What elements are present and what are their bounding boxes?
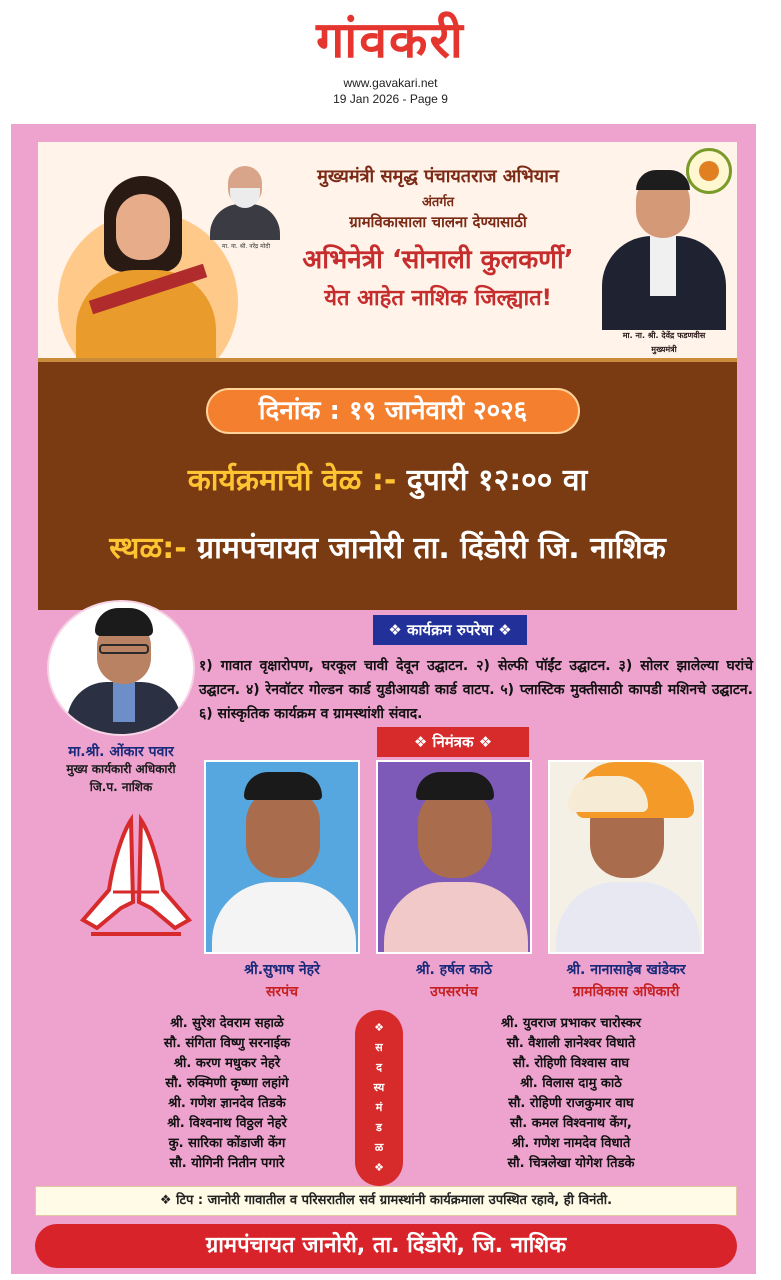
website-url: www.gavakari.net	[343, 76, 438, 90]
members-vertical-label	[355, 1010, 403, 1186]
event-info-box	[38, 358, 737, 610]
member-item: श्री. सुरेश देवराम सहाळे	[170, 1016, 284, 1031]
top-banner	[38, 142, 737, 358]
member-item: श्री. करण मधुकर नेहरे	[173, 1056, 281, 1071]
gramvikas-officer-name: श्री. नानासाहेब खांडेकर	[566, 962, 686, 978]
ceo-office: जि.प. नाशिक	[89, 780, 153, 794]
vertical-label-char: ड	[376, 1121, 382, 1134]
gramvikas-officer-turban-front	[568, 776, 648, 812]
actress-headline: अभिनेत्री ‘सोनाली कुलकर्णी’	[302, 245, 574, 275]
event-date: दिनांक : १९ जानेवारी २०२६	[206, 388, 580, 434]
event-time-value: दुपारी १२:०० वा	[406, 463, 588, 498]
ceo-name: मा.श्री. ओंकार पवार	[68, 744, 174, 760]
programme-text: १) गावात वृक्षारोपण, घरकूल चावी देवून उद्घाटन. २) सेल्फी पॉईंट उद्घाटन. ३) सोलर झालेल्या घरांचे उद्घाटन. ४) रेनवॉटर गोल्डन कार्ड युडीआयडी कार्ड वाटप. ५) प्लास्टिक मुक्तीसाठी कापडी मशिनचे उद्घाटन. ६) सांस्कृतिक कार्यक्रम व ग्रामस्थांशी संवाद.	[199, 658, 753, 722]
vertical-label-char: स्य	[373, 1081, 385, 1094]
vertical-label-char: द	[376, 1061, 382, 1074]
invitation-heading: ❖ निमंत्रक ❖	[377, 727, 529, 757]
programme-heading: ❖ कार्यक्रम रुपरेषा ❖	[373, 615, 527, 645]
member-item: सौ. रोहिणी राजकुमार वाघ	[508, 1096, 634, 1111]
member-item: श्री. गणेश ज्ञानदेव तिडके	[168, 1096, 286, 1111]
members-list-left	[107, 1014, 347, 1174]
ceo-photo	[47, 600, 195, 736]
sarpanch-photo	[204, 760, 360, 954]
footer-bar: ग्रामपंचायत जानोरी, ता. दिंडोरी, जि. नाशिक	[35, 1224, 737, 1268]
ceo-glasses	[99, 644, 149, 654]
advertisement	[11, 124, 756, 1274]
actress-face	[116, 194, 170, 260]
deputy-sarpanch-shirt	[384, 882, 528, 954]
sarpanch-shirt	[212, 882, 356, 954]
member-item: सौ. चित्रलेखा योगेश तिडके	[507, 1156, 635, 1171]
member-item: सौ. रुक्मिणी कृष्णा लहांगे	[165, 1076, 289, 1091]
member-item: सौ. कमल विश्वनाथ केंग,	[510, 1116, 632, 1131]
cm-hair	[636, 170, 690, 190]
ceo-shirt	[113, 682, 135, 722]
gramvikas-officer-shirt	[556, 882, 700, 954]
tip-note: ❖ टिप : जानोरी गावातील व परिसरातील सर्व ग्रामस्थांनी कार्यक्रमाला उपस्थित रहावे, ही विनंती.	[35, 1186, 737, 1216]
cm-shirt	[650, 236, 676, 296]
sarpanch-hair	[244, 772, 322, 800]
deputy-sarpanch-role: उपसरपंच	[430, 984, 478, 1000]
member-item: श्री. विलास दामु काठे	[520, 1076, 622, 1091]
vertical-label-char: मं	[375, 1101, 383, 1114]
gramvikas-officer-photo	[548, 760, 704, 954]
cm-title: मुख्यमंत्री	[651, 345, 677, 354]
event-venue	[38, 526, 737, 567]
deputy-sarpanch-name: श्री. हर्षल काठे	[415, 962, 493, 978]
vertical-label-char: ❖	[374, 1161, 384, 1174]
cm-name: मा. ना. श्री. देवेंद्र फडणवीस	[622, 331, 706, 340]
sarpanch-face	[246, 788, 320, 878]
vertical-label-char: ळ	[374, 1141, 384, 1154]
sarpanch-role: सरपंच	[265, 984, 299, 1000]
pm-caption: मा. ना. श्री. नरेंद्र मोदी	[221, 243, 271, 250]
actress-photo	[68, 172, 218, 358]
member-item: श्री. विश्वनाथ विठ्ठल नेहरे	[167, 1116, 287, 1131]
deputy-sarpanch-hair	[416, 772, 494, 800]
campaign-under: अंतर्गत	[421, 195, 455, 210]
campaign-title: मुख्यमंत्री समृद्ध पंचायतराज अभियान	[317, 166, 559, 187]
member-item: सौ. रोहिणी विश्वास वाघ	[512, 1056, 630, 1071]
arrival-headline: येत आहेत नाशिक जिल्ह्यात!	[324, 286, 552, 311]
member-item: सौ. योगिनी नितीन पगारे	[169, 1156, 285, 1171]
dateline: 19 Jan 2026 - Page 9	[333, 92, 448, 106]
event-venue-label: स्थळ:-	[109, 531, 187, 566]
gramvikas-officer-role: ग्रामविकास अधिकारी	[572, 984, 680, 1000]
event-time-label: कार्यक्रमाची वेळ :-	[187, 463, 397, 498]
ceo-hair	[95, 608, 153, 636]
namaste-hands-icon	[73, 812, 199, 942]
event-time	[38, 458, 737, 499]
deputy-sarpanch-face	[418, 788, 492, 878]
member-item: श्री. गणेश नामदेव विधाते	[511, 1136, 631, 1151]
member-item: सौ. संगिता विष्णु सरनाईक	[163, 1036, 291, 1051]
deputy-sarpanch-photo	[376, 760, 532, 954]
member-item: श्री. युवराज प्रभाकर चारोस्कर	[500, 1016, 642, 1031]
newspaper-masthead	[0, 0, 781, 120]
campaign-purpose: ग्रामविकासाला चालना देण्यासाठी	[349, 213, 527, 231]
members-list-right	[451, 1014, 691, 1174]
event-venue-value: ग्रामपंचायत जानोरी ता. दिंडोरी जि. नाशिक	[197, 531, 666, 566]
sarpanch-name: श्री.सुभाष नेहरे	[244, 962, 320, 978]
ceo-title: मुख्य कार्यकारी अधिकारी	[66, 762, 176, 776]
member-item: सौ. वैशाली ज्ञानेश्वर विधाते	[506, 1036, 636, 1051]
member-item: कु. सारिका कोंडाजी केंग	[168, 1136, 286, 1151]
vertical-label-char: ❖	[374, 1021, 384, 1034]
newspaper-logo: गांवकरी	[316, 10, 465, 69]
vertical-label-char: स	[375, 1041, 383, 1054]
